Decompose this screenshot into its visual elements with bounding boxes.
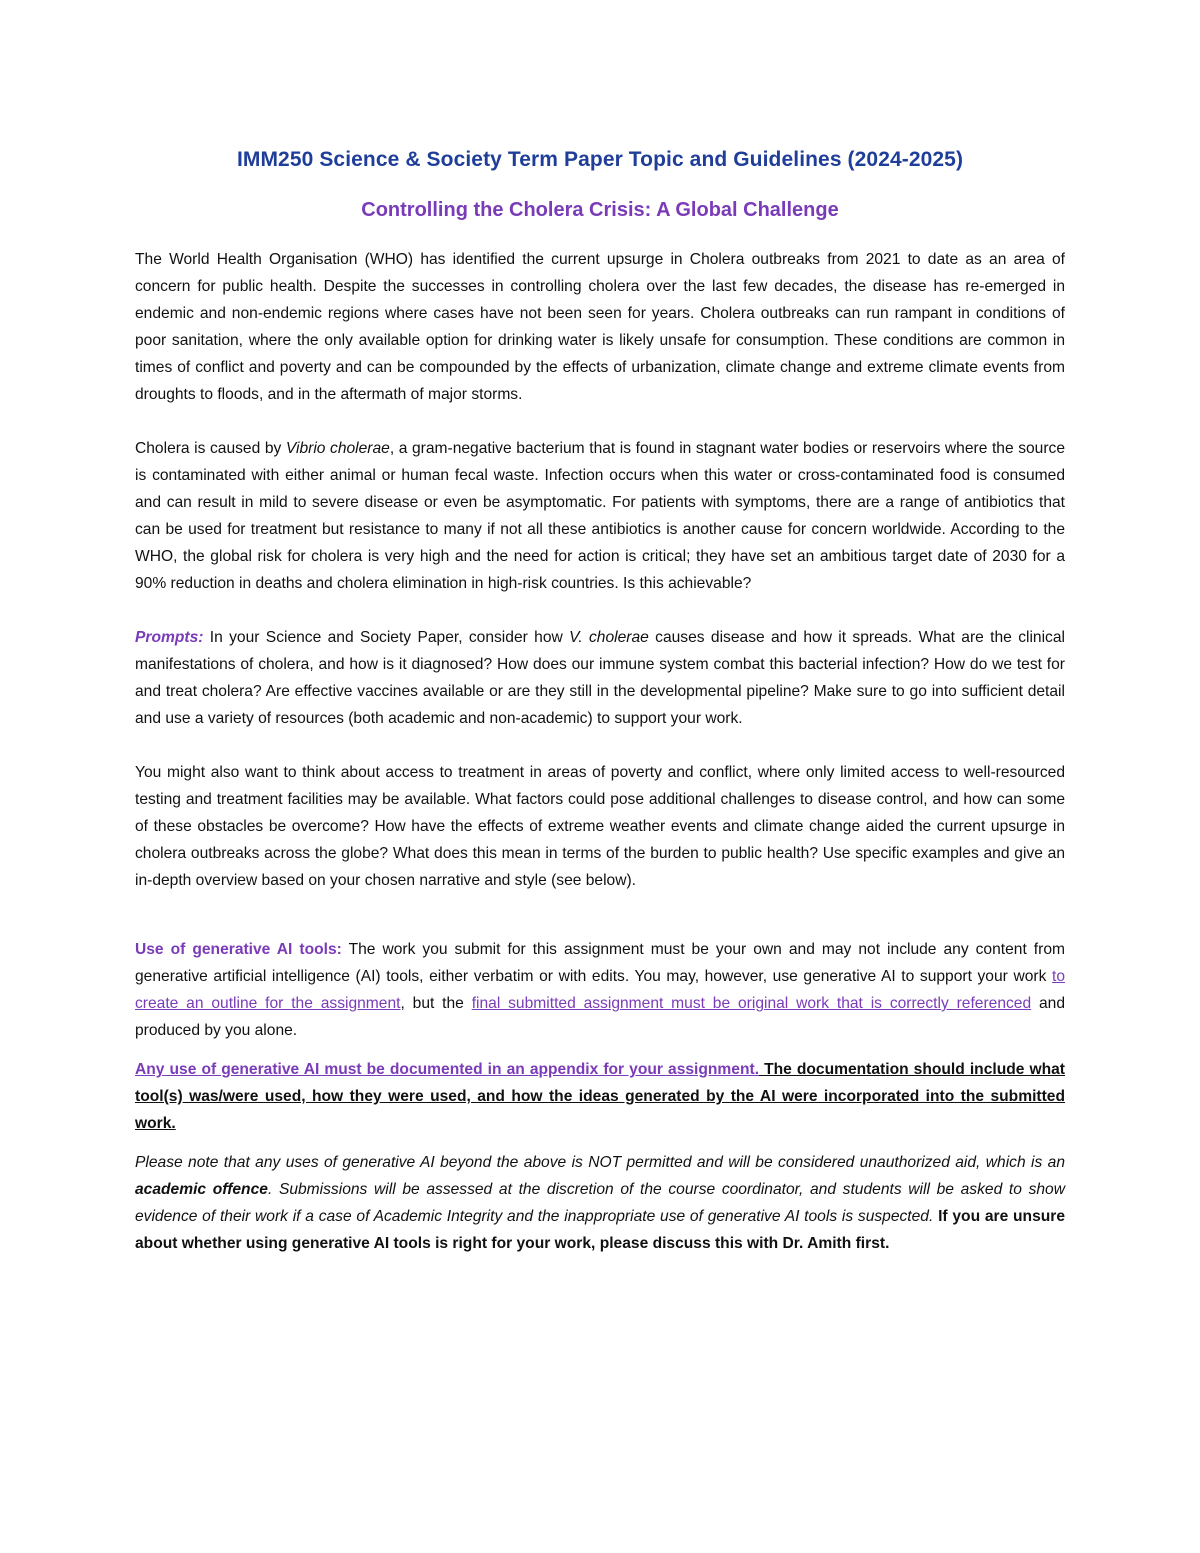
paragraph-academic-integrity (135, 1149, 1065, 1257)
text-run: In your Science and Society Paper, consider how (203, 629, 570, 646)
prompts-label: Prompts: (135, 629, 204, 646)
document-page (135, 148, 1065, 1257)
text-run: , a gram-negative bacterium that is found in stagnant water bodies or reservoirs where the source is contaminated with either animal or human fecal waste. Infection occurs when this water or cross-contaminated food is consumed and can result in mild to severe disease or even be asymptomatic. For patients with symptoms, there are a range of antibiotics that can be used for treatment but resistance to many if not all these antibiotics is another cause for concern worldwide. According to the WHO, the global risk for cholera is very high and the need for action is critical; they have set an ambitious target date of 2030 for a 90% reduction in deaths and cholera elimination in high-risk countries. Is this achievable? (135, 440, 1065, 592)
outline-link[interactable]: to create an outline for the assignment (135, 968, 1065, 1012)
text-run: and produced by you alone. (135, 995, 1065, 1039)
species-name: V. cholerae (569, 629, 649, 646)
text-run: Please note that any uses of generative AI beyond the above is NOT permitted and will be considered unauthorized aid, which is an (135, 1154, 1065, 1171)
academic-offence-emphasis: academic offence (135, 1181, 268, 1198)
text-run: , but the (400, 995, 472, 1012)
documentation-text: The documentation should include what tool(s) was/were used, how they were used, and how the ideas generated by the AI were incorporated into the submitted work. (135, 1061, 1065, 1132)
text-run: . Submissions will be assessed at the discretion of the course coordinator, and students will be asked to show evidence of their work if a case of Academic Integrity and the inappropriate use of generative AI tools is suspected. (135, 1181, 1065, 1225)
paragraph-ai-tools (135, 936, 1065, 1044)
paragraph-prompts (135, 624, 1065, 732)
species-name: Vibrio cholerae (285, 440, 390, 457)
document-subtitle: Controlling the Cholera Crisis: A Global Challenge (361, 199, 839, 221)
appendix-link[interactable]: Any use of generative AI must be documented in an appendix for your assignment. (135, 1061, 760, 1078)
document-title: IMM250 Science & Society Term Paper Topic and Guidelines (2024-2025) (236, 148, 964, 171)
paragraph-intro: The World Health Organisation (WHO) has identified the current upsurge in Cholera outbreaks from 2021 to date as an area of concern for public health. Despite the successes in controlling cholera over the last few decades, the disease has re-emerged in endemic and non-endemic regions where cases have not been seen for years. Cholera outbreaks can run rampant in conditions of poor sanitation, where the only available option for drinking water is likely unsafe for consumption. These conditions are common in times of conflict and poverty and can be compounded by the effects of urbanization, climate change and extreme climate events from droughts to floods, and in the aftermath of major storms. (135, 251, 1065, 403)
text-run: Cholera is caused by (135, 440, 286, 457)
text-run: causes disease and how it spreads. What are the clinical manifestations of cholera, and how is it diagnosed? How does our immune system combat this bacterial infection? How do we test for and treat cholera? Are effective vaccines available or are they still in the developmental pipeline? Make sure to go into sufficient detail and use a variety of resources (both academic and non-academic) to support your work. (135, 629, 1065, 727)
paragraph-ai-documentation (135, 1056, 1065, 1137)
text-run: If you are unsure about whether using generative AI tools is right for your work, please discuss this with Dr. Amith first. (135, 1208, 1066, 1252)
text-run: The work you submit for this assignment must be your own and may not include any content from generative artificial intelligence (AI) tools, either verbatim or with edits. You may, however, use generative AI to support your work (135, 941, 1065, 985)
ai-tools-label: Use of generative AI tools: (135, 941, 342, 958)
paragraph-cause (135, 435, 1065, 597)
original-work-link[interactable]: final submitted assignment must be original work that is correctly referenced (471, 995, 1032, 1012)
paragraph-access: You might also want to think about access to treatment in areas of poverty and conflict, where only limited access to well-resourced testing and treatment facilities may be available. What factors could pose additional challenges to disease control, and how can some of these obstacles be overcome? How have the effects of extreme weather events and climate change aided the current upsurge in cholera outbreaks across the globe? What does this mean in terms of the burden to public health? Use specific examples and give an in-depth overview based on your chosen narrative and style (see below). (135, 764, 1065, 889)
